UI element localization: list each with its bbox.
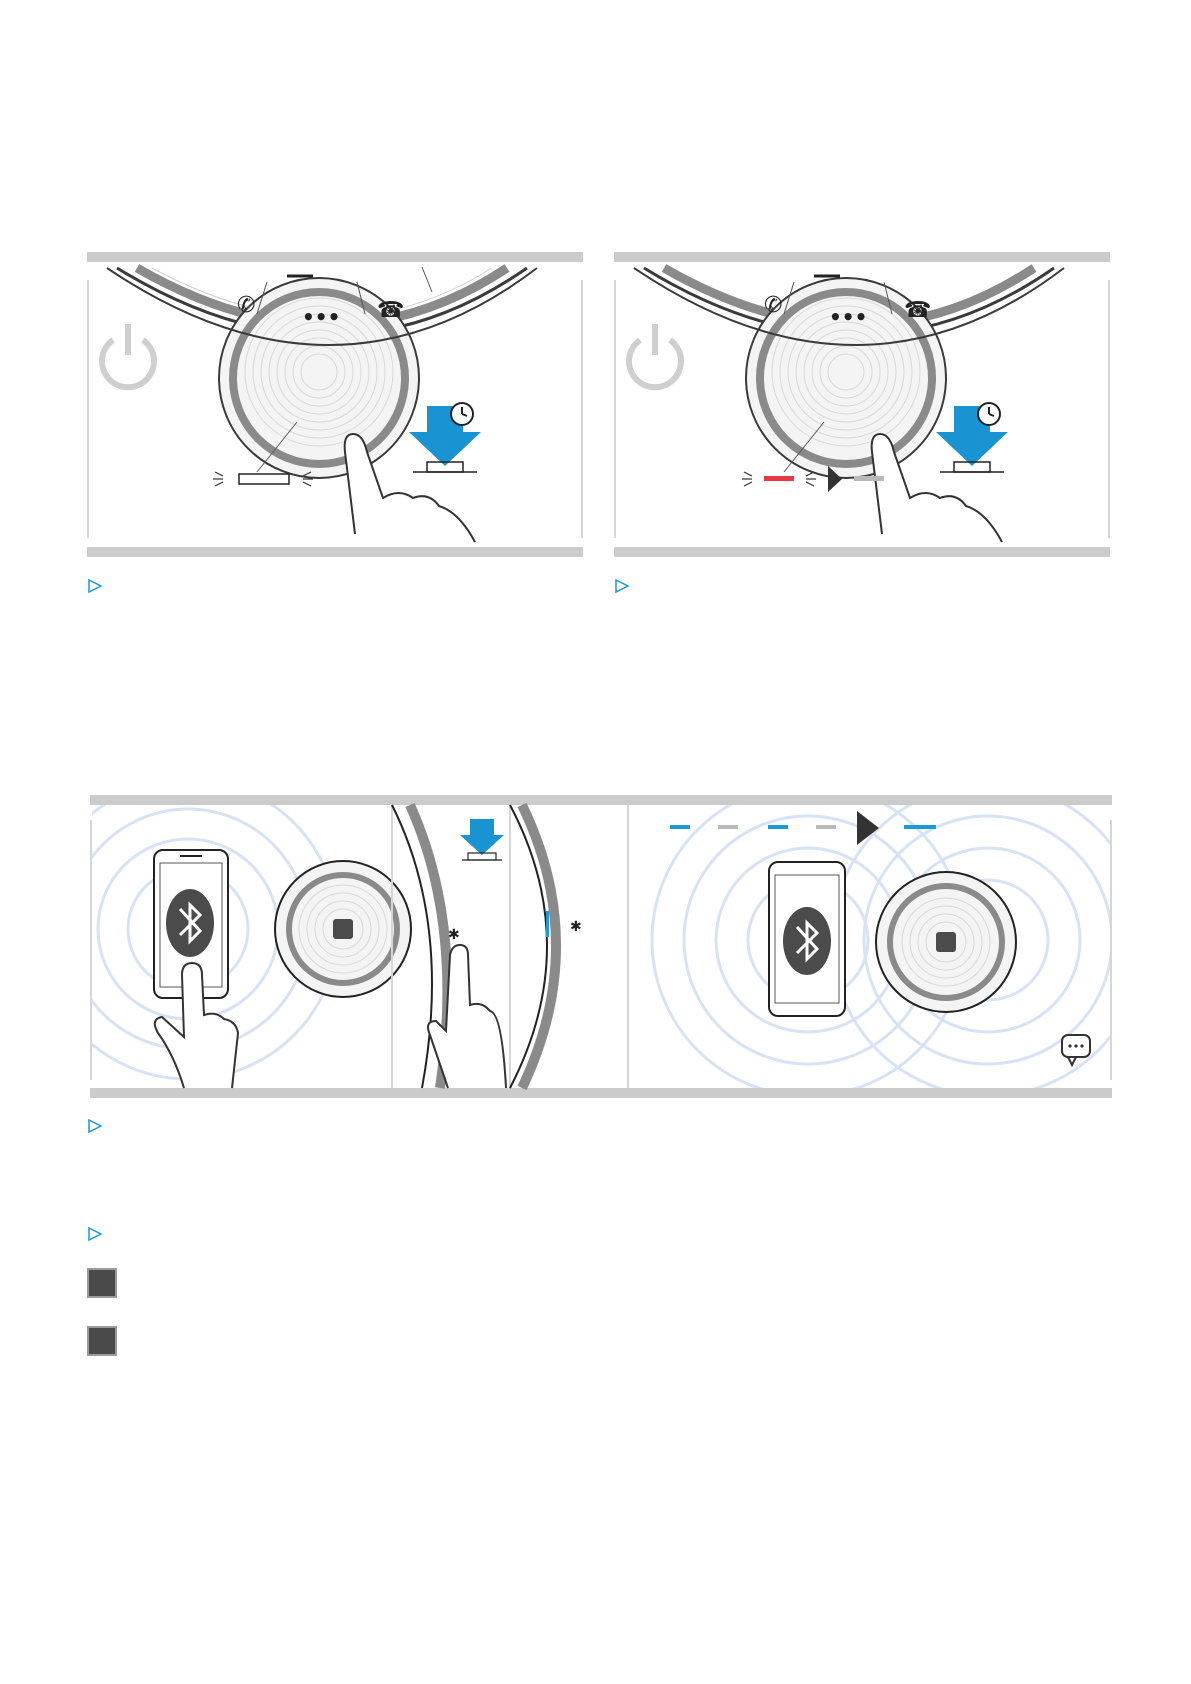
panel-bottom-frame xyxy=(90,1088,1112,1098)
speakerphone-device xyxy=(275,861,411,997)
svg-text:✆: ✆ xyxy=(764,293,783,318)
press-hold-icon xyxy=(936,403,1008,472)
triangle-bullet-icon xyxy=(87,578,103,594)
triangle-bullet-icon xyxy=(614,578,630,594)
speakerphone-device xyxy=(876,872,1016,1012)
svg-text:✱: ✱ xyxy=(570,919,582,935)
panel-top-frame xyxy=(614,252,1110,262)
panel-top-frame xyxy=(87,252,583,262)
svg-text:•••: ••• xyxy=(302,305,341,329)
power-icon xyxy=(102,324,154,387)
checkbox-icon[interactable] xyxy=(87,1326,117,1356)
panel-top-frame xyxy=(90,795,1112,805)
press-hold-icon xyxy=(409,403,481,472)
led-zoom-view xyxy=(510,805,582,1088)
svg-text:☎: ☎ xyxy=(904,298,932,323)
speakerphone-device xyxy=(634,268,1064,478)
panel-bottom-frame xyxy=(614,547,1110,557)
panel-bottom-frame xyxy=(87,547,583,557)
svg-text:☎: ☎ xyxy=(377,298,405,323)
svg-text:•••: ••• xyxy=(829,305,868,329)
smartphone-bluetooth xyxy=(769,862,845,1016)
power-off-illustration xyxy=(614,262,1110,547)
power-icon xyxy=(629,324,681,387)
bluetooth-pairing-illustration xyxy=(92,805,1110,1088)
svg-text:✱: ✱ xyxy=(448,927,460,943)
triangle-bullet-icon xyxy=(87,1118,103,1134)
power-on-illustration xyxy=(87,262,583,547)
triangle-bullet-icon xyxy=(87,1226,103,1242)
speakerphone-device xyxy=(107,267,537,478)
svg-text:✆: ✆ xyxy=(237,293,256,318)
checkbox-icon[interactable] xyxy=(87,1268,117,1298)
panel-right-edge xyxy=(1110,820,1112,1080)
